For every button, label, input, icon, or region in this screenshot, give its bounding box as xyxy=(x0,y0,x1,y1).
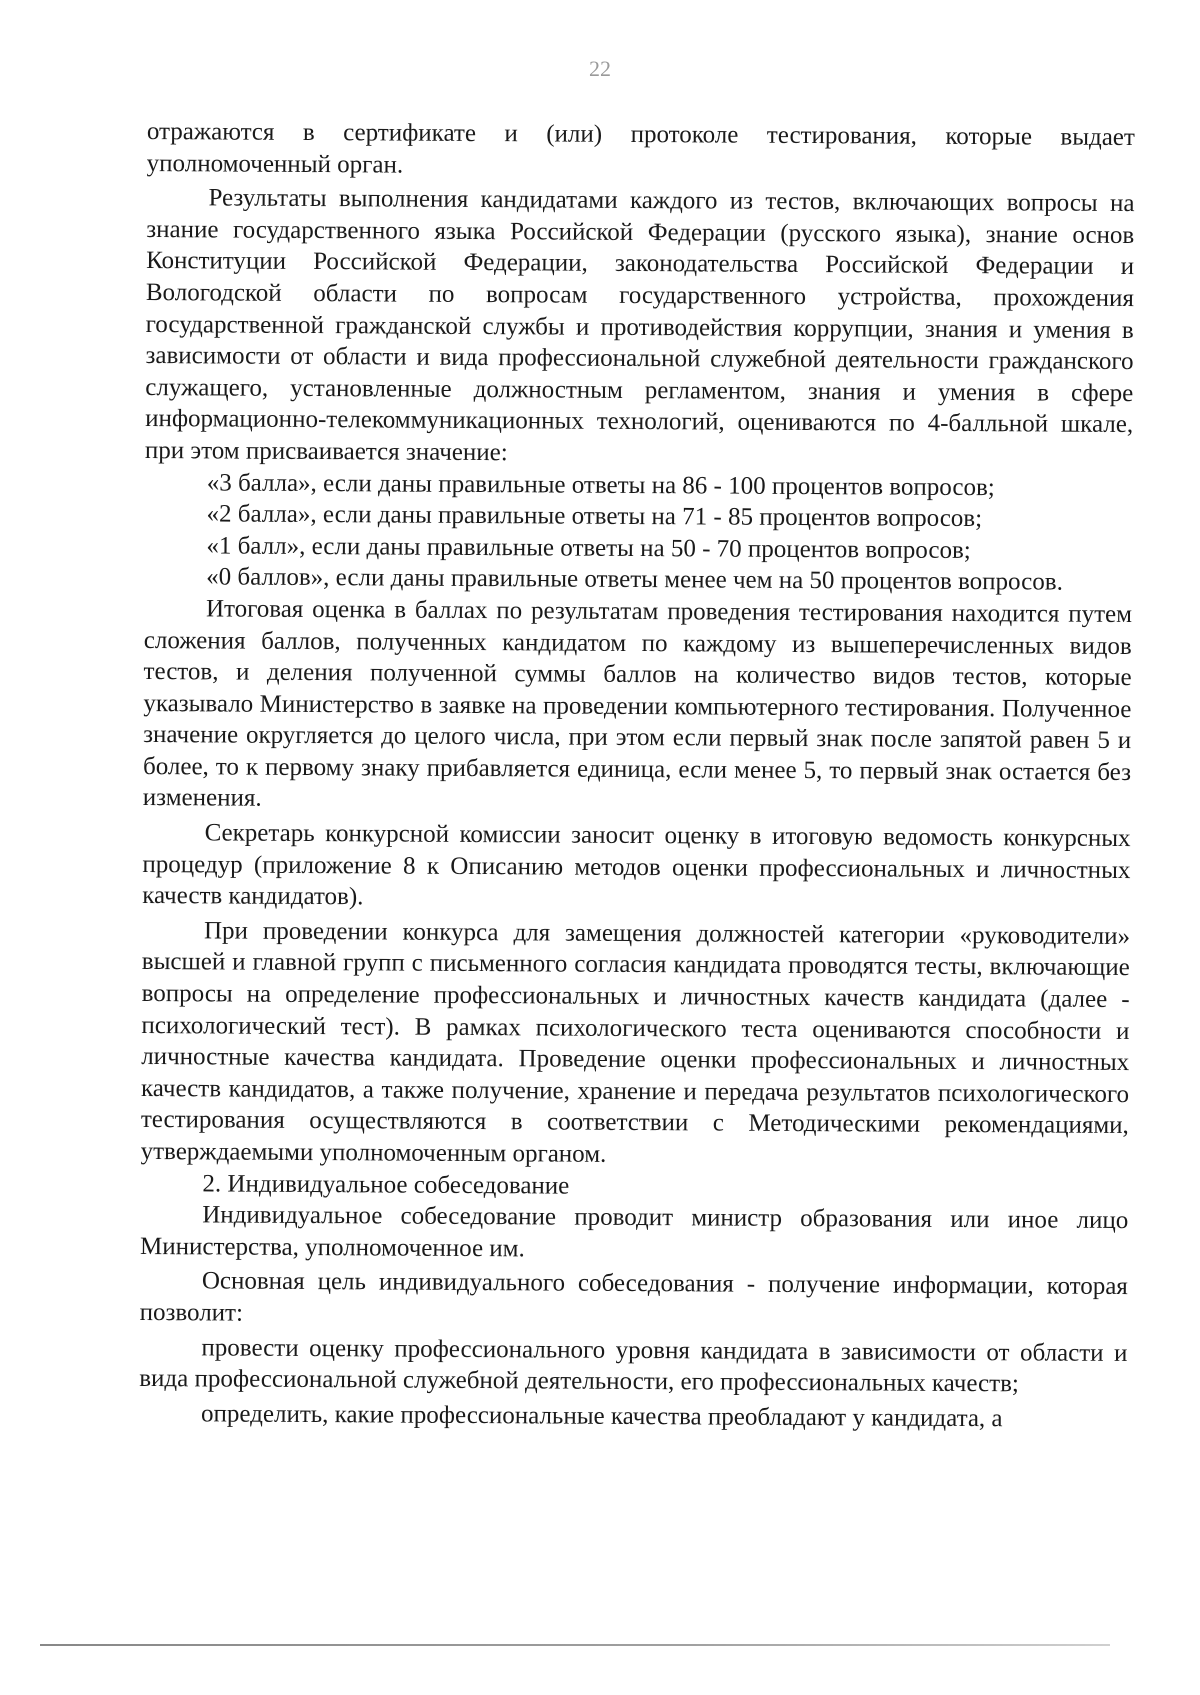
paragraph-final-score: Итоговая оценка в баллах по результатам проведения тестирования находится путем сложения баллов, полученных кандидатом по каждому из вышеперечисленных видов тестов, и деления полученной суммы баллов на количество видов тестов, которые указывало Министерство в заявке на проведении компьютерного тестирования. Полученное значение округляется до целого числа, при этом если первый знак после запятой равен 5 и более, то к первому знаку прибавляется единица, если менее 5, то первый знак остается без изменения. xyxy=(142,595,1133,813)
list-item-assess-level: провести оценку профессионального уровня кандидата в зависимости от области и вида профессиональной служебной деятельности, его профессиональных качеств; xyxy=(139,1333,1128,1398)
score-item-2: «2 балла», если даны правильные ответы на 71 - 85 процентов вопросов; xyxy=(206,500,983,533)
score-item-3: «3 балла», если даны правильные ответы на 86 - 100 процентов вопросов; xyxy=(206,468,995,501)
paragraph-secretary: Секретарь конкурсной комиссии заносит оценку в итоговую ведомость конкурсных процедур (приложение 8 к Описанию методов оценки профессиональных и личностных качеств кандидатов). xyxy=(142,819,1131,911)
paragraph-interview-conductor: Индивидуальное собеседование проводит министр образования или иное лицо Министерства, уполномоченное им. xyxy=(140,1201,1129,1263)
score-item-1: «1 балл», если даны правильные ответы на 50 - 70 процентов вопросов; xyxy=(206,532,971,564)
scan-edge-line xyxy=(40,1644,1110,1646)
paragraph-interview-goal: Основная цель индивидуального собеседования - получение информации, которая позволит: xyxy=(139,1267,1128,1327)
paragraph-psych-test: При проведении конкурса для замещения должностей категории «руководители» высшей и главной групп с письменного согласия кандидата проводятся тесты, включающие вопросы на определение профессиональных и личностных качеств кандидата (далее - психологический тест). В рамках психологического теста оцениваются способности и личностные качества кандидата. Проведение оценки профессиональных и личностных качеств кандидатов, а также получение, хранение и передача результатов психологического тестирования осуществляются в соответствии с Методическими рекомендациями, утверждаемыми уполномоченным органом. xyxy=(140,917,1131,1168)
paragraph-test-results: Результаты выполнения кандидатами каждого из тестов, включающих вопросы на знание государственного языка Российской Федерации (русского языка), знание основ Конституции Российской Федерации, законодательства Российской Федерации и Вологодской области по вопросам государственного устройства, прохождения государственной гражданской службы и противодействия коррупции, знания и умения в зависимости от области и вида профессиональной служебной деятельности гражданского служащего, установленные должностным регламентом, знания и умения в сфере информационно-телекоммуникационных технологий, оцениваются по 4-балльной шкале, при этом присваивается значение: xyxy=(144,184,1135,467)
list-item-determine-qualities: определить, какие профессиональные качества преобладают у кандидата, а xyxy=(200,1400,1003,1433)
page-number: 22 xyxy=(589,56,611,81)
document-body xyxy=(139,116,1135,1435)
paragraph-continuation: отражаются в сертификате и (или) протоколе тестирования, которые выдает уполномоченный орган. xyxy=(146,117,1135,179)
section-heading-interview: 2. Индивидуальное собеседование xyxy=(202,1169,570,1200)
score-item-0: «0 баллов», если даны правильные ответы менее чем на 50 процентов вопросов. xyxy=(206,563,1063,596)
